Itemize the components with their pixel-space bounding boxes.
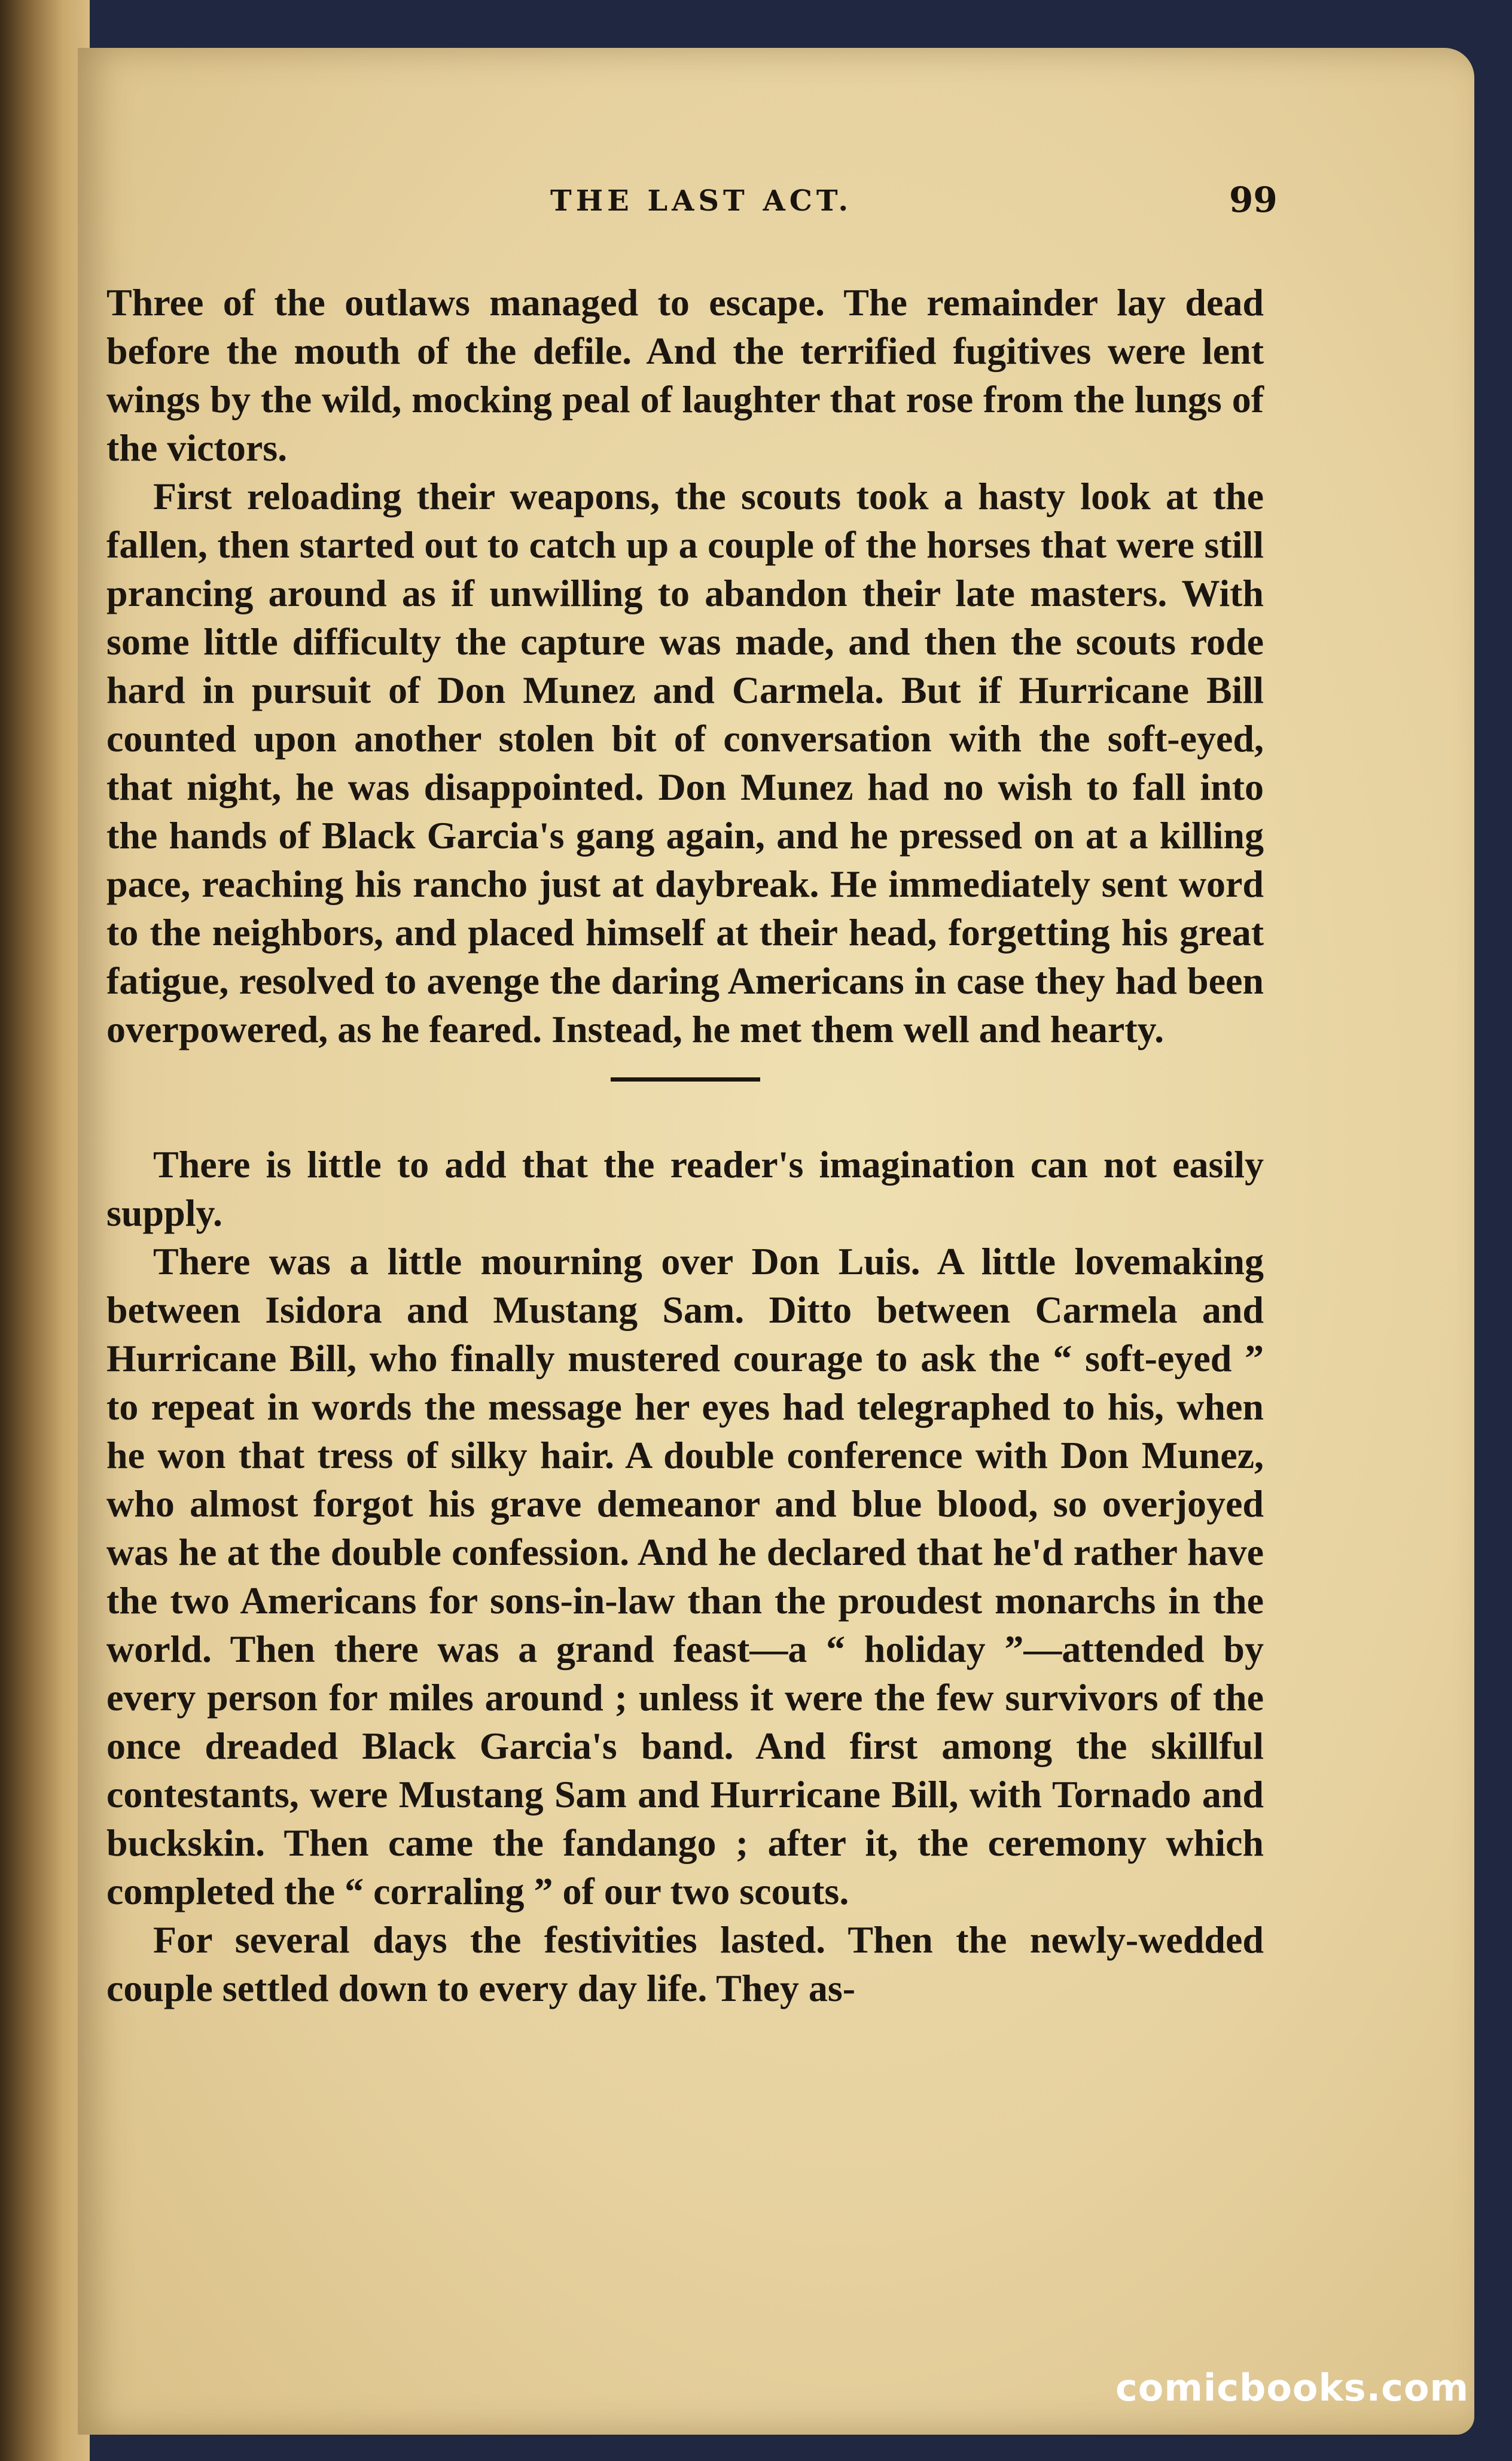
paragraph: For several days the festivities lasted. Then the newly-wedded couple settled down to every day life. They as- [106,1918,1264,2009]
body-text [106,278,1264,2012]
book-spine [0,0,90,2461]
paragraph: Three of the outlaws managed to escape. The remainder lay dead before the mouth of the defile. And the terrified fugitives were lent wings by the wild, mocking peal of laughter that rose from the lungs of the victors. [106,281,1264,469]
running-title: THE LAST ACT. [550,184,853,218]
page-number: 99 [1229,179,1278,220]
site-watermark: comicbooks.com [1115,2366,1470,2410]
section-divider [611,1077,760,1082]
paragraph: There was a little mourning over Don Luis. A little lovemaking between Isidora and Mustang Sam. Ditto between Carmela and Hurricane Bill, who finally mustered courage to ask the “ soft-eyed ” to repeat in words the message her eyes had telegraphed to his, when he won that tress of silky hair. A double conference with Don Munez, who almost forgot his grave demeanor and blue blood, so overjoyed was he at the double confession. And he declared that he'd rather have the two Americans for sons-in-law than the proudest monarchs in the world. Then there was a grand feast—a “ holiday ”—attended by every person for miles around ; unless it were the few survivors of the once dreaded Black Garcia's band. And first among the skillful contestants, were Mustang Sam and Hurricane Bill, with Tornado and buckskin. Then came the fandango ; after it, the ceremony which completed the “ corraling ” of our two scouts. [106,1240,1264,1912]
paragraph: First reloading their weapons, the scouts took a hasty look at the fallen, then started out to catch up a couple of the horses that were still prancing around as if unwilling to abandon their late masters. With some little difficulty the capture was made, and then the scouts rode hard in pursuit of Don Munez and Carmela. But if Hurricane Bill counted upon another stolen bit of conversation with the soft-eyed, that night, he was disappointed. Don Munez had no wish to fall into the hands of Black Garcia's gang again, and he pressed on at a killing pace, reaching his rancho just at daybreak. He immediately sent word to the neighbors, and placed himself at their head, forgetting his great fatigue, resolved to avenge the daring Americans in case they had been overpowered, as he feared. Instead, he met them well and hearty. [106,475,1264,1050]
paragraph: There is little to add that the reader's imagination can not easily supply. [106,1143,1264,1234]
